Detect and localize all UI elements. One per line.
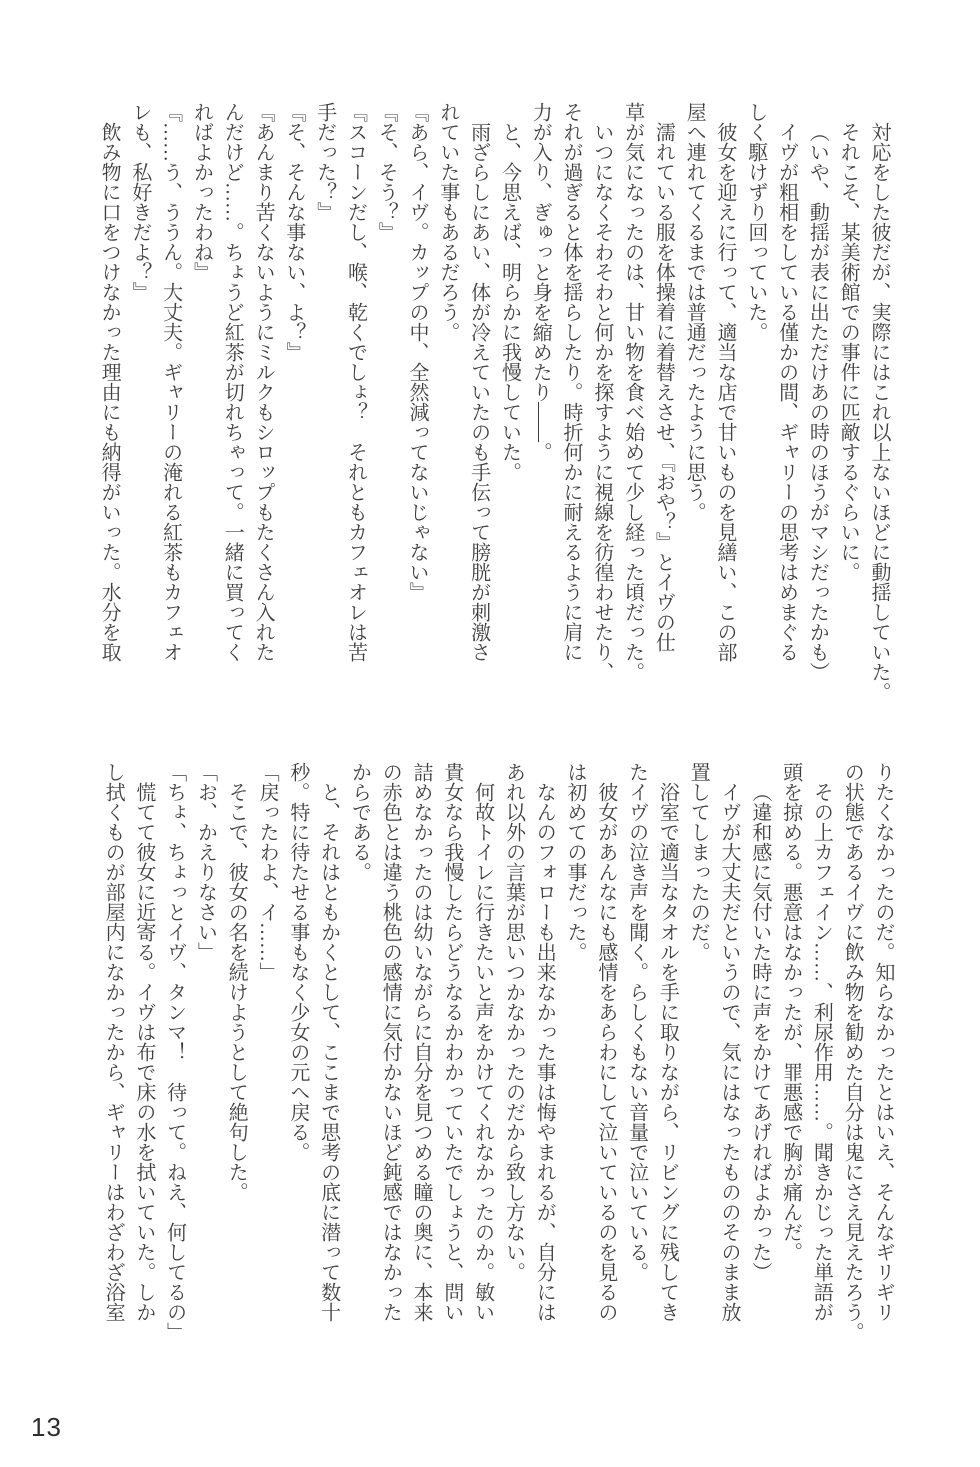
- text-line: 濡れている服を体操着に着替えさせ、『おや？』とイヴの仕: [652, 122, 675, 652]
- text-line: あれ以外の言葉が思いつかなかったのだから致し方ない。: [502, 762, 525, 1282]
- text-line: 草が気になったのは、甘い物を食べ始めて少し経った頃だった。: [621, 102, 644, 682]
- text-line: からである。: [348, 762, 371, 882]
- text-line: たイヴの泣き声を聞く。らしくもない音量で泣いている。: [625, 762, 648, 1282]
- text-line: （違和感に気付いた時に声をかけてあげればよかった）: [748, 782, 771, 1282]
- text-line: と、それはともかくとして、ここまで思考の底に潜って数十: [317, 782, 340, 1322]
- text-line: 浴室で適当なタオルを手に取りながら、リビングに残してき: [656, 782, 679, 1322]
- text-line: なんのフォローも出来なかった事は悔やまれるが、自分には: [533, 782, 556, 1322]
- text-line: 力が入り、ぎゅっと身を縮めたり――。: [529, 102, 552, 462]
- text-line: 頭を掠める。悪意はなかったが、罪悪感で胸が痛んだ。: [779, 762, 802, 1262]
- text-line: 屋へ連れてくるまでは普通だったように思う。: [683, 102, 706, 522]
- text-line: その上カフェイン……、利尿作用……。聞きかじった単語が: [810, 782, 833, 1322]
- text-line: 「お、かえりなさい」: [194, 762, 217, 962]
- top-text-block: [93, 102, 894, 724]
- text-line: 『……う、ううん。大丈夫。ギャリーの淹れる紅茶もカフェオ: [159, 102, 182, 662]
- text-line: は初めての事だった。: [564, 762, 587, 962]
- text-line: 『あら、イヴ。カップの中、全然減ってないじゃない』: [406, 102, 429, 602]
- text-line: んだけど……。ちょうど紅茶が切れちゃって。一緒に買ってく: [221, 102, 244, 662]
- text-line: ればよかったわね』: [190, 102, 213, 282]
- text-line: そこで、彼女の名を続けようとして絶句した。: [225, 782, 248, 1202]
- text-line: 秒。特に待たせる事もなく少女の元へ戻る。: [286, 762, 309, 1162]
- text-line: 彼女を迎えに行って、適当な店で甘いものを見繕い、この部: [714, 122, 737, 662]
- text-line: 貴女なら我慢したらどうなるかわかっていたでしょうと、問い: [440, 762, 463, 1322]
- text-line: 『スコーンだし、喉、乾くでしょ？ それともカフェオレは苦: [344, 102, 367, 662]
- page-number: 13: [31, 1412, 62, 1442]
- text-line: 『そ、そう？』: [375, 102, 398, 242]
- text-line: それこそ、某美術館での事件に匹敵するぐらいに。: [837, 122, 860, 582]
- text-line: （いや、動揺が表に出ただけあの時のほうがマシだったかも）: [806, 122, 829, 682]
- text-line: れていた事もあるだろう。: [436, 102, 459, 342]
- text-line: の状態であるイヴに飲み物を勧めた自分は鬼にさえ見えたろう。: [841, 762, 864, 1342]
- text-line: 『あんまり苦くないようにミルクもシロップもたくさん入れた: [252, 102, 275, 662]
- text-line: イヴが粗相をしている僅かの間、ギャリーの思考はめまぐる: [775, 122, 798, 662]
- text-line: 手だった？』: [313, 102, 336, 222]
- text-line: と、今思えば、明らかに我慢していた。: [498, 122, 521, 482]
- text-line: 対応をした彼だが、実際にはこれ以上ないほどに動揺していた。: [868, 122, 890, 702]
- text-line: レも、私好きだよ？』: [128, 102, 151, 302]
- text-line: 詰めなかったのは幼いながらに自分を見つめる瞳の奥に、本来: [410, 762, 433, 1322]
- text-line: し拭くものが部屋内になかったから、ギャリーはわざわざ浴室: [102, 762, 125, 1322]
- text-line: 彼女があんなにも感情をあらわにして泣いているのを見るの: [594, 782, 617, 1322]
- text-line: それが過ぎると体を揺らしたり。時折何かに耐えるように肩に: [560, 102, 583, 662]
- text-line: りたくなかったのだ。知らなかったとはいえ、そんなギリギリ: [872, 762, 894, 1322]
- text-line: イヴが大丈夫だというので、気にはなったもののそのまま放: [718, 782, 741, 1322]
- text-line: 雨ざらしにあい、体が冷えていたのも手伝って膀胱が刺激さ: [467, 122, 490, 662]
- text-line: 『そ、そんな事ない、よ？』: [282, 102, 305, 362]
- text-line: しく駆けずり回っていた。: [744, 102, 767, 342]
- text-line: の赤色とは違う桃色の感情に気付かないほど鈍感ではなかった: [379, 762, 402, 1322]
- text-line: 置してしまったのだ。: [687, 762, 710, 962]
- text-line: 飲み物に口をつけなかった理由にも納得がいった。水分を取: [98, 122, 121, 662]
- text-line: 「戻ったわよ、イ……」: [256, 762, 279, 982]
- text-line: いつになくそわそわと何かを探すように視線を彷徨わせたり、: [590, 122, 613, 682]
- text-line: 何故トイレに行きたいと声をかけてくれなかったのか。敏い: [471, 782, 494, 1322]
- bottom-text-block: [97, 762, 898, 1384]
- text-line: 「ちょ、ちょっとイヴ、タンマ！ 待って。ねえ、何してるの」: [163, 762, 186, 1342]
- text-line: 慌てて彼女に近寄る。イヴは布で床の水を拭いていた。しか: [132, 782, 155, 1322]
